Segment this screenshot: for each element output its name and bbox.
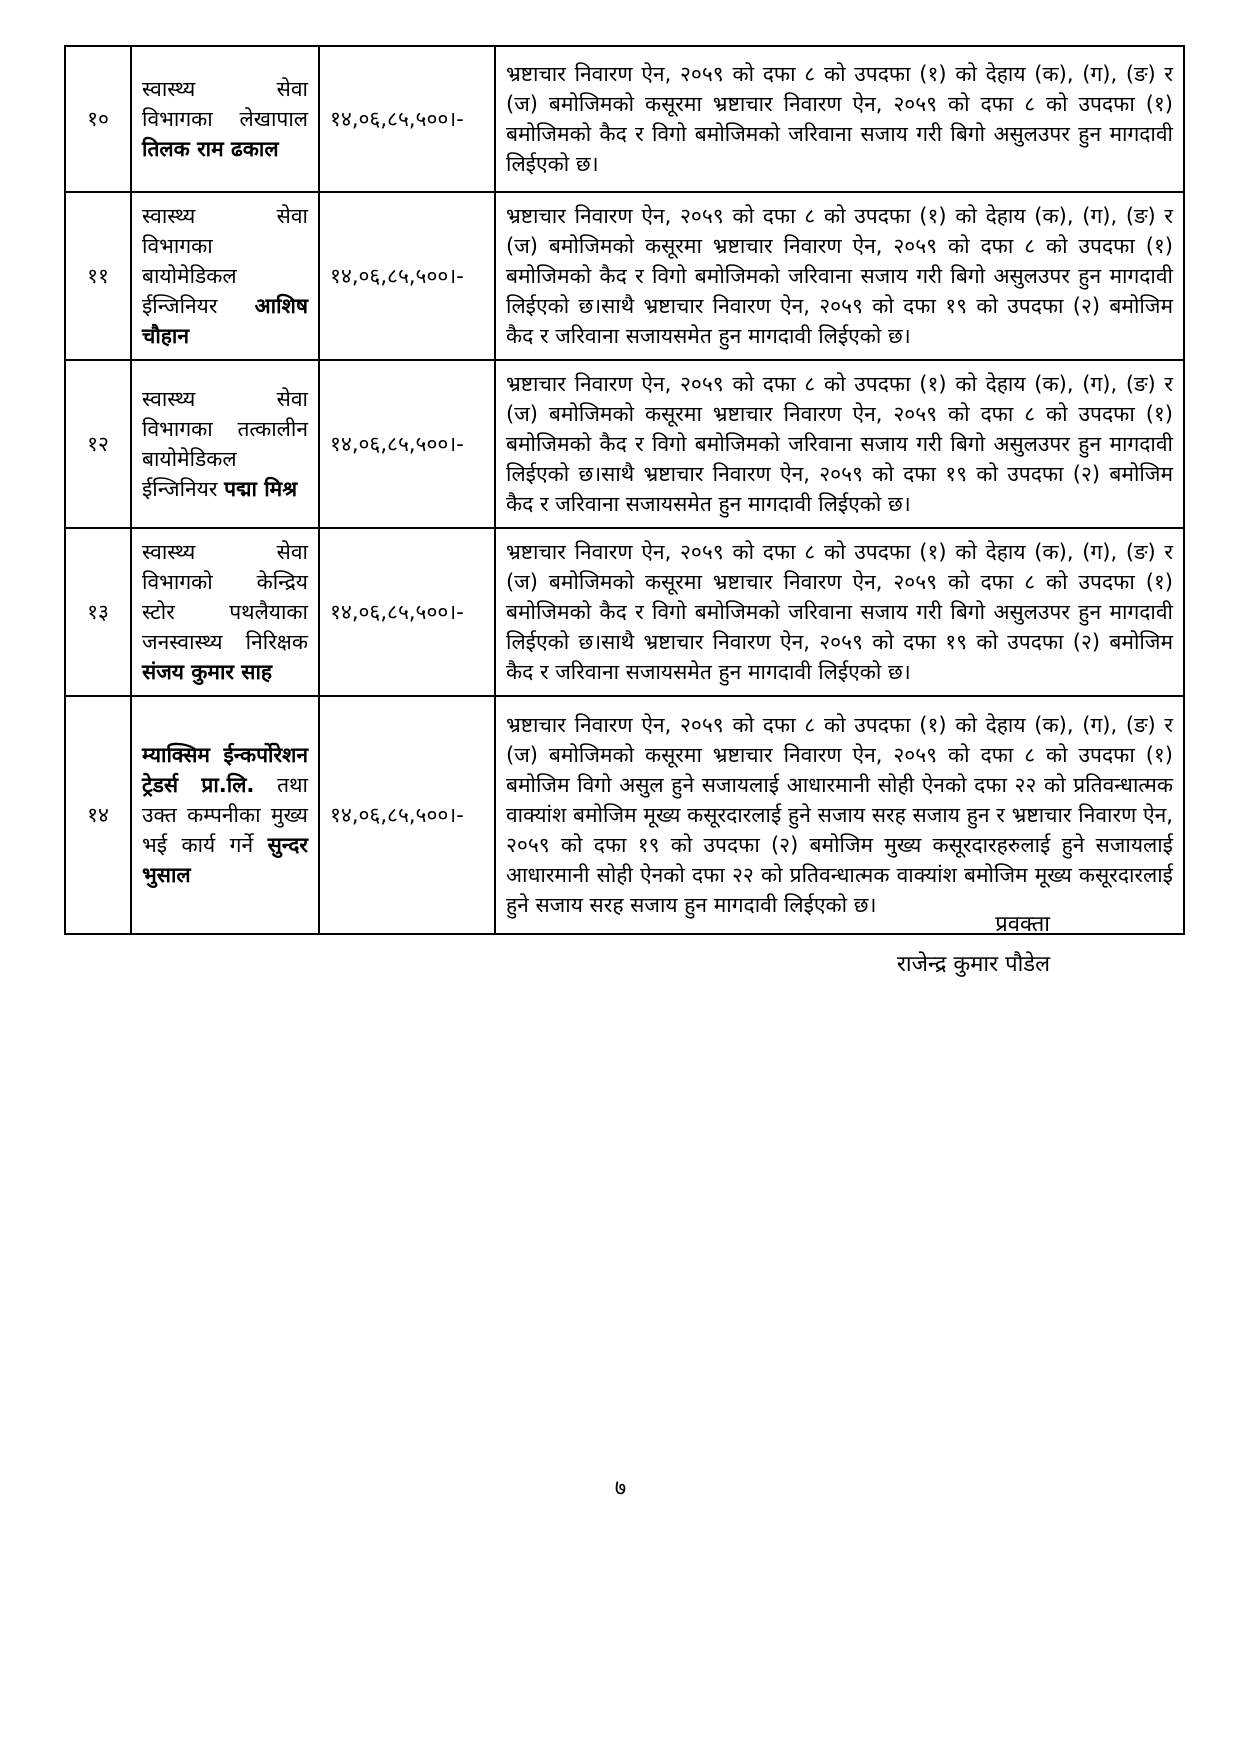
charge-description-cell: भ्रष्टाचार निवारण ऐन, २०५९ को दफा ८ को उपदफा (१) को देहाय (क), (ग), (ङ) र (ज) बमोजिमको कसूरमा भ्रष्टाचार निवारण ऐन, २०५९ को दफा ८ को उपदफा (१) बमोजिमको कैद र विगो बमोजिमको जरिवाना सजाय गरी बिगो असुलउपर हुन मागदावी लिईएको छ।साथै भ्रष्टाचार निवारण ऐन, २०५९ को दफा १९ को उपदफा (२) बमोजिम कैद र जरिवाना सजायसमेत हुन मागदावी लिईएको छ। (495, 192, 1184, 360)
accused-name: आशिष चौहान (142, 294, 308, 348)
table-row (65, 696, 1184, 934)
charge-description-cell: भ्रष्टाचार निवारण ऐन, २०५९ को दफा ८ को उपदफा (१) को देहाय (क), (ग), (ङ) र (ज) बमोजिमको कसूरमा भ्रष्टाचार निवारण ऐन, २०५९ को दफा ८ को उपदफा (१) बमोजिमको कैद र विगो बमोजिमको जरिवाना सजाय गरी बिगो असुलउपर हुन मागदावी लिईएको छ।साथै भ्रष्टाचार निवारण ऐन, २०५९ को दफा १९ को उपदफा (२) बमोजिम कैद र जरिवाना सजायसमेत हुन मागदावी लिईएको छ। (495, 360, 1184, 528)
serial-number-cell: १४ (65, 696, 131, 934)
accused-name-cell (131, 192, 319, 360)
claim-amount-cell: १४,०६,८५,५००।- (319, 360, 495, 528)
serial-number-cell: १० (65, 46, 131, 192)
claim-amount-cell: १४,०६,८५,५००।- (319, 192, 495, 360)
charge-description-cell: भ्रष्टाचार निवारण ऐन, २०५९ को दफा ८ को उपदफा (१) को देहाय (क), (ग), (ङ) र (ज) बमोजिमको कसूरमा भ्रष्टाचार निवारण ऐन, २०५९ को दफा ८ को उपदफा (१) बमोजिम विगो असुल हुने सजायलाई आधारमानी सोही ऐनको दफा २२ को प्रतिवन्धात्मक वाक्यांश बमोजिम मूख्य कसूरदारलाई हुने सजाय सरह सजाय हुन र भ्रष्टाचार निवारण ऐन, २०५९ को दफा १९ को उपदफा (२) बमोजिम मुख्य कसूरदारहरुलाई हुने सजायलाई आधारमानी सोही ऐनको दफा २२ को प्रतिवन्धात्मक वाक्यांश बमोजिम मूख्य कसूरदारलाई हुने सजाय सरह सजाय हुन मागदावी लिईएको छ। (495, 696, 1184, 934)
accused-title: स्वास्थ्य सेवा विभागका बायोमेडिकल ईन्जिनियर (142, 204, 308, 318)
accused-title: तथा उक्त कम्पनीका मुख्य भई कार्य गर्ने (142, 773, 308, 857)
accused-name: तिलक राम ढकाल (142, 137, 279, 161)
table-row (65, 360, 1184, 528)
case-table (64, 45, 1185, 935)
table-row (65, 528, 1184, 696)
accused-title: स्वास्थ्य सेवा विभागको केन्द्रिय स्टोर पथलैयाका जनस्वास्थ्य निरिक्षक (142, 540, 308, 654)
case-table-body (65, 46, 1184, 934)
accused-name-cell (131, 696, 319, 934)
accused-name: संजय कुमार साह (142, 660, 273, 684)
table-row (65, 46, 1184, 192)
signature-role: प्रवक्ता (995, 912, 1050, 937)
charge-description-cell: भ्रष्टाचार निवारण ऐन, २०५९ को दफा ८ को उपदफा (१) को देहाय (क), (ग), (ङ) र (ज) बमोजिमको कसूरमा भ्रष्टाचार निवारण ऐन, २०५९ को दफा ८ को उपदफा (१) बमोजिमको कैद र विगो बमोजिमको जरिवाना सजाय गरी बिगो असुलउपर हुन मागदावी लिईएको छ। (495, 46, 1184, 192)
claim-amount-cell: १४,०६,८५,५००।- (319, 46, 495, 192)
serial-number-cell: ११ (65, 192, 131, 360)
claim-amount-cell: १४,०६,८५,५००।- (319, 696, 495, 934)
accused-name: सुन्दर भुसाल (142, 833, 308, 887)
accused-title: स्वास्थ्य सेवा विभागका लेखापाल (142, 77, 308, 131)
accused-name: म्याक्सिम ईन्कर्पोरेशन ट्रेडर्स प्रा.लि. (142, 743, 308, 797)
claim-amount-cell: १४,०६,८५,५००।- (319, 528, 495, 696)
table-row (65, 192, 1184, 360)
accused-title: स्वास्थ्य सेवा विभागका तत्कालीन बायोमेडिकल ईन्जिनियर (142, 387, 308, 501)
accused-name: पद्मा मिश्र (224, 477, 298, 501)
accused-name-cell (131, 528, 319, 696)
accused-name-cell (131, 360, 319, 528)
accused-name-cell (131, 46, 319, 192)
serial-number-cell: १२ (65, 360, 131, 528)
charge-description-cell: भ्रष्टाचार निवारण ऐन, २०५९ को दफा ८ को उपदफा (१) को देहाय (क), (ग), (ङ) र (ज) बमोजिमको कसूरमा भ्रष्टाचार निवारण ऐन, २०५९ को दफा ८ को उपदफा (१) बमोजिमको कैद र विगो बमोजिमको जरिवाना सजाय गरी बिगो असुलउपर हुन मागदावी लिईएको छ।साथै भ्रष्टाचार निवारण ऐन, २०५९ को दफा १९ को उपदफा (२) बमोजिम कैद र जरिवाना सजायसमेत हुन मागदावी लिईएको छ। (495, 528, 1184, 696)
serial-number-cell: १३ (65, 528, 131, 696)
signature-name: राजेन्द्र कुमार पौडेल (896, 952, 1050, 977)
page-number: ७ (614, 1476, 627, 1501)
signature-block (897, 905, 1050, 985)
